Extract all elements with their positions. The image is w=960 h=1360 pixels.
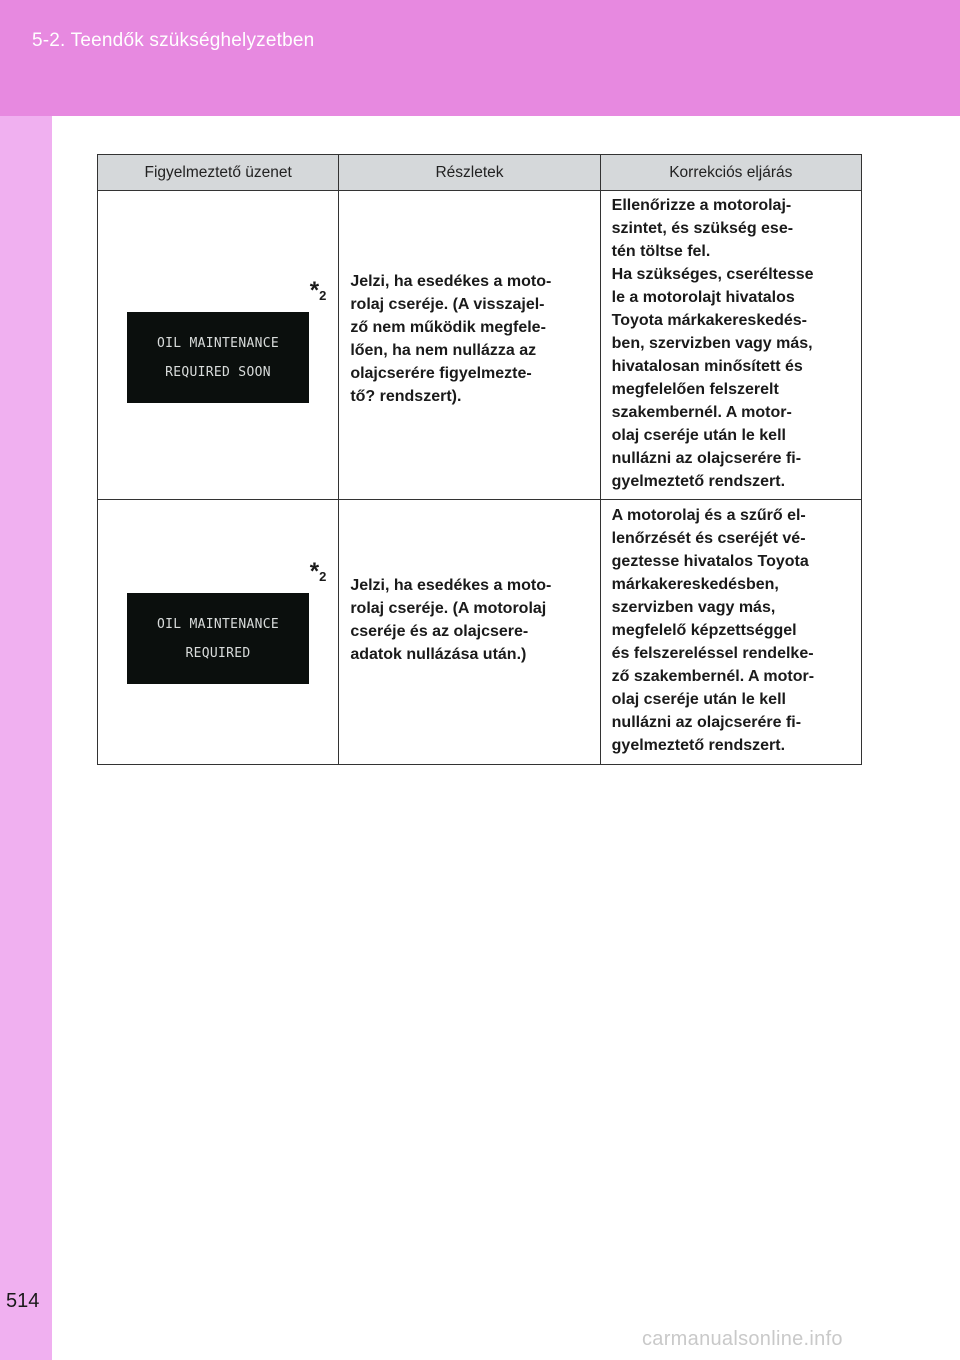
left-margin-strip: [0, 116, 52, 1360]
message-cell: [98, 191, 339, 500]
page-number: 514: [6, 1290, 40, 1312]
section-title: 5-2. Teendők szükséghelyzetben: [32, 30, 315, 51]
display-line-2: REQUIRED SOON: [165, 364, 271, 380]
correction-text: Ellenőrizze a motorolaj- szintet, és szükség ese- tén töltse fel.: [611, 197, 794, 260]
watermark: carmanualsonline.info: [642, 1328, 843, 1350]
oil-maintenance-display: [127, 593, 309, 684]
footnote-marker: $*_2$: [309, 277, 327, 304]
footnote-marker: $*_2$: [309, 558, 327, 585]
column-header-details: Részletek: [339, 155, 600, 191]
correction-text: Ha szükséges, cseréltesse le a motorolajt hivatalos Toyota márkakereskedés- ben, szervizben vagy más, hivatalosan minősített és megfelelően felszerelt szakembernél. A motor- olaj cseréje után le kell nullázni az olajcserére fi- gyelmeztető rendszert.: [611, 266, 814, 490]
details-text: Jelzi, ha esedékes a moto- rolaj cseréje. (A motorolaj cseréje és az olajcsere- adatok nullázása után.): [350, 577, 552, 663]
header-bar: [0, 0, 960, 116]
column-header-message: Figyelmeztető üzenet: [98, 155, 339, 191]
display-line-1: OIL MAINTENANCE: [157, 616, 279, 632]
display-line-1: OIL MAINTENANCE: [157, 335, 279, 351]
table-row: [98, 191, 862, 500]
table-row: [98, 500, 862, 765]
correction-cell: [600, 500, 861, 765]
message-cell: [98, 500, 339, 765]
warning-message-table: [97, 154, 862, 765]
details-cell: [339, 500, 600, 765]
details-text: Jelzi, ha esedékes a moto- rolaj cseréje. (A visszajel- ző nem működik megfele- lően, ha nem nullázza az olajcserére figyelmezte- tő? rendszert).: [350, 273, 552, 405]
column-header-correction: Korrekciós eljárás: [600, 155, 861, 191]
oil-maintenance-display: [127, 312, 309, 403]
correction-cell: [600, 191, 861, 500]
correction-text: A motorolaj és a szűrő el- lenőrzését és cseréjét vé- geztesse hivatalos Toyota márkakereskedésben, szervizben vagy más, megfelelő képzettséggel és felszereléssel rendelke- ző szakembernél. A motor- olaj cseréje után le kell nullázni az olajcserére fi- gyelmeztető rendszert.: [611, 507, 815, 754]
details-cell: [339, 191, 600, 500]
display-line-2: REQUIRED: [185, 645, 251, 661]
table-header-row: [98, 155, 862, 191]
